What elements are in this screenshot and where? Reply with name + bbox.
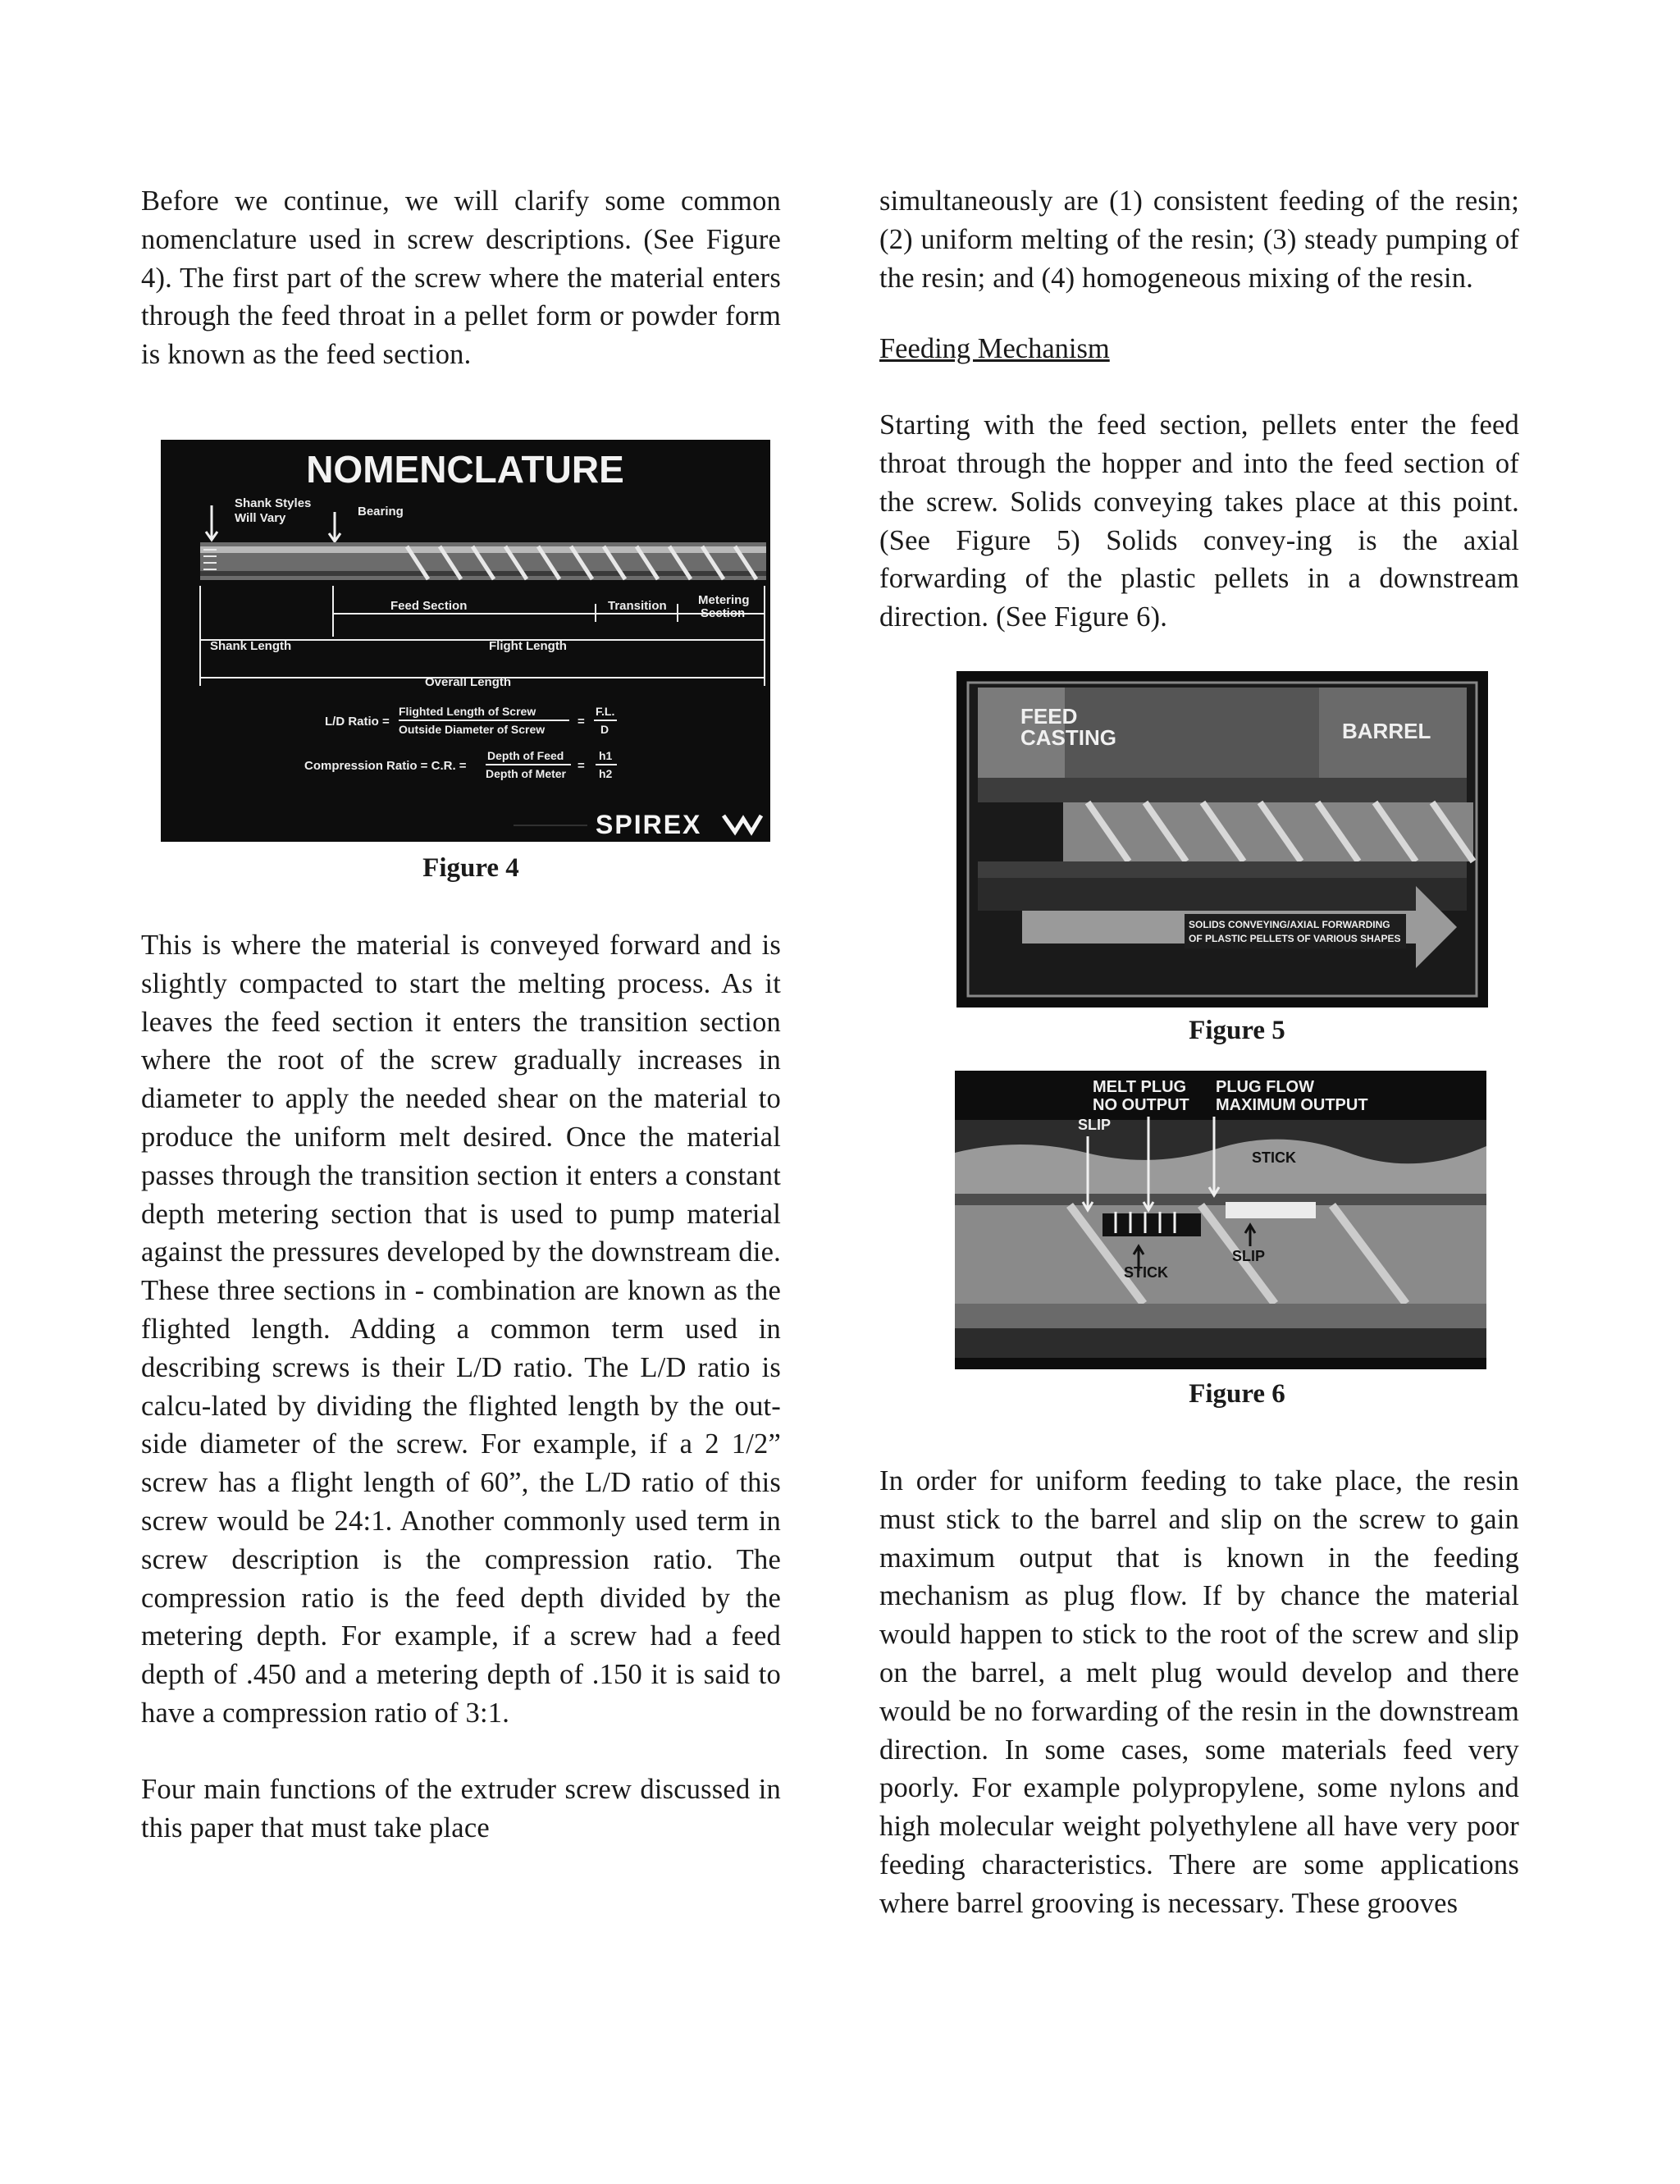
transition-label: Transition — [608, 598, 667, 613]
ld-d: D — [600, 722, 609, 736]
right-column — [879, 182, 1519, 1923]
cr-numerator: Depth of Feed — [487, 748, 564, 762]
no-output-label: NO OUTPUT — [1093, 1095, 1189, 1114]
slip-bottom-label: SLIP — [1232, 1247, 1266, 1264]
ld-denominator: Outside Diameter of Screw — [399, 722, 546, 736]
feed-section-label: Feed Section — [390, 598, 468, 613]
feeding-mechanism-heading: Feeding Mechanism — [879, 333, 1110, 365]
figure-4-diagram — [161, 440, 770, 842]
ld-numerator: Flighted Length of Screw — [399, 704, 536, 718]
ld-fl: F.L. — [596, 704, 615, 718]
figure-6-diagram — [955, 1071, 1486, 1369]
right-paragraph-3: In order for uniform feeding to take place, the resin must stick to the barrel and slip on the screw to gain maximum output that is known in the feeding mechanism as plug flow. If by chance the material would happen to stick to the root of the screw and slip on the barrel, a melt plug would develop and there would be no forwarding of the resin in the downstream direction. In some cases, some materials feed very poorly. For example polypropylene, some nylons and high molecular weight polyethylene all have very poor feeding characteristics. There are some applications where barrel grooving is necessary. These grooves — [879, 1464, 1519, 1919]
right-paragraph-1: simultaneously are (1) consistent feeding of the resin; (2) uniform melting of the resin; (3) steady pumping of the resin; and (4) homogeneous mixing of the resin. — [879, 185, 1519, 294]
figure-4-caption: Figure 4 — [422, 852, 519, 883]
figure-6-caption: Figure 6 — [1189, 1378, 1285, 1409]
figure-6 — [955, 1071, 1486, 1369]
arrow-label-line-1: SOLIDS CONVEYING/AXIAL FORWARDING — [1189, 918, 1390, 930]
figure-5 — [956, 671, 1488, 1007]
section-label: Section — [701, 605, 746, 620]
right-paragraph-2: Starting with the feed section, pellets enter the feed throat through the hopper and into the feed section of the screw. Solids conveying takes place at this point. (See Figure 5) Solids convey-ing is the axial forwarding of the plastic pellets in a downstream direction. (See Figure 6). — [879, 409, 1519, 633]
left-paragraph-3: Four main functions of the extruder screw discussed in this paper that must take place — [141, 1773, 781, 1844]
melt-plug-label: MELT PLUG — [1093, 1077, 1187, 1096]
slip-top-label: SLIP — [1078, 1116, 1112, 1133]
left-paragraph-2: This is where the material is conveyed forward and is slightly compacted to start the melting process. As it leaves the feed section it enters the transition section where the root of the screw gradually increases in diameter to apply the needed shear on the material to produce the uniform melt desired. Once the material passes through the transition section it enters a constant depth metering section that is used to pump material against the pressures developed by the downstream die. These three sections in - combination are known as the flighted length. Adding a common term used in describing screws is their L/D ratio. The L/D ratio is calcu-lated by dividing the flighted length by the out-side diameter of the screw. For example, if a 2 1/2” screw has a flight length of 60”, the L/D ratio of this screw would be 24:1. Another commonly used term in screw description is the compression ratio. The compression ratio is the feed depth divided by the metering depth. For example, if a screw had a feed depth of .450 and a metering depth of .150 it is said to have a compression ratio of 3:1. — [141, 929, 781, 1729]
cr-h2: h2 — [599, 766, 613, 780]
cr-denominator: Depth of Meter — [486, 766, 566, 780]
maximum-output-label: MAXIMUM OUTPUT — [1216, 1095, 1368, 1114]
figure-5-caption: Figure 5 — [1189, 1015, 1285, 1045]
left-paragraph-1: Before we continue, we will clarify some common nomenclature used in screw descriptions. (See Figure 4). The first part of the screw where the material enters through the feed throat in a pellet form or powder form is known as the feed section. — [141, 185, 781, 371]
figure-4 — [161, 440, 770, 842]
arrow-label-line-2: OF PLASTIC PELLETS OF VARIOUS SHAPES — [1189, 932, 1401, 944]
will-vary-label: Will Vary — [235, 510, 286, 525]
figure-5-diagram — [956, 671, 1488, 1007]
flight-length-label: Flight Length — [489, 638, 567, 653]
left-column — [141, 182, 781, 1847]
casting-label: CASTING — [1020, 724, 1116, 750]
shank-styles-label: Shank Styles — [235, 496, 312, 510]
overall-length-label: Overall Length — [425, 674, 512, 689]
stick-top-label: STICK — [1252, 1149, 1296, 1166]
ld-ratio-label: L/D Ratio = — [325, 714, 390, 729]
cr-equals: = — [578, 758, 585, 773]
nomenclature-title: NOMENCLATURE — [306, 447, 624, 491]
spirex-logo: SPIREX — [596, 809, 702, 839]
shank-length-label: Shank Length — [210, 638, 292, 653]
barrel-label: BARREL — [1342, 718, 1431, 743]
plug-flow-label: PLUG FLOW — [1216, 1077, 1314, 1096]
metering-label: Metering — [698, 592, 750, 607]
feed-label: FEED — [1020, 703, 1078, 729]
bearing-label: Bearing — [358, 504, 404, 519]
stick-bottom-label: STICK — [1124, 1263, 1168, 1281]
cr-h1: h1 — [599, 748, 613, 762]
compression-ratio-label: Compression Ratio = C.R. = — [304, 758, 467, 773]
ld-equals: = — [578, 714, 585, 729]
